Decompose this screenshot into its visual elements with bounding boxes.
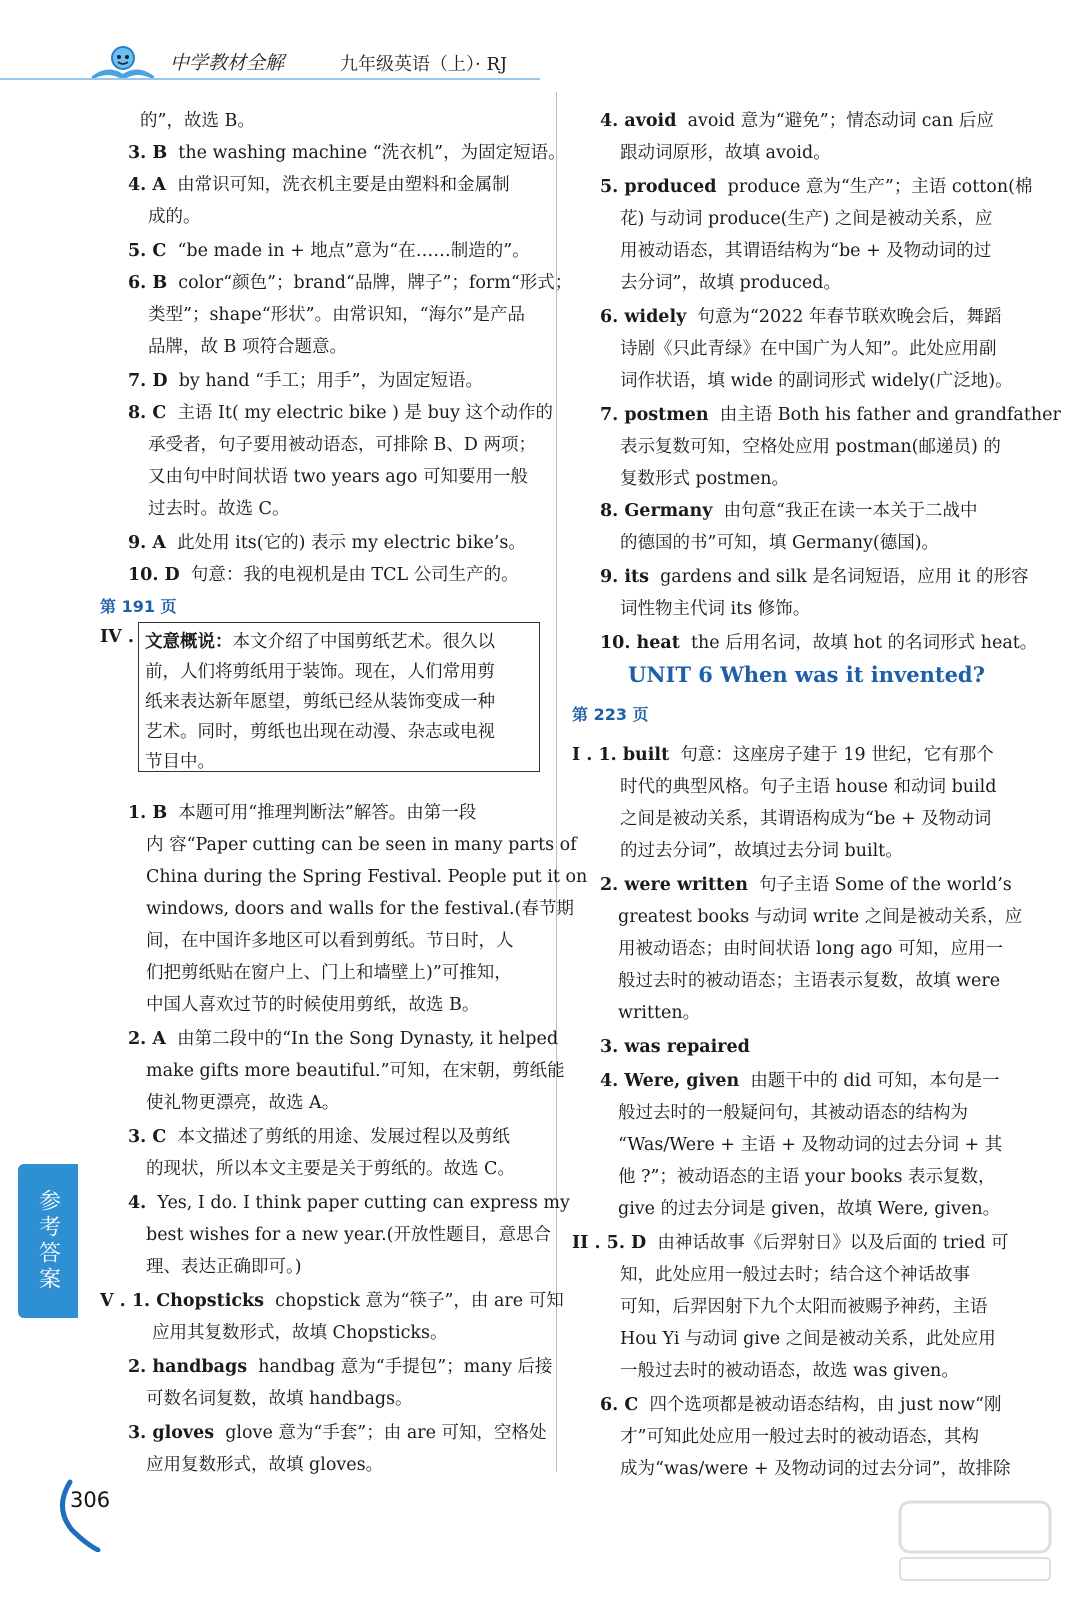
answer-line (600, 496, 978, 526)
answer-number: 7. postmen (600, 405, 709, 425)
answer-line (146, 1450, 383, 1480)
answer-line (600, 870, 1012, 900)
answer-line (146, 830, 577, 860)
answer-text: 般过去时的一般疑问句，其被动语态的结构为 (618, 1103, 968, 1123)
answer-text: greatest books 与动词 write 之间是被动关系，应 (618, 907, 1023, 927)
answer-number: 8. Germany (600, 501, 713, 521)
summary-line (145, 687, 495, 717)
answer-number: 6. B (128, 273, 168, 293)
answer-line (100, 1286, 564, 1316)
answer-line (620, 528, 939, 558)
answer-line (618, 998, 700, 1028)
answer-text: color“颜色”；brand“品牌，牌子”；form“形式； (178, 273, 573, 293)
answer-line (146, 990, 479, 1020)
answer-number: 6. widely (600, 307, 687, 327)
summary-line (145, 657, 495, 687)
answer-text: 的德国的书”可知，填 Germany(德国)。 (620, 533, 940, 553)
answer-line (620, 1356, 959, 1386)
summary-text: 纸来表达新年愿望，剪纸已经从装饰变成一种 (145, 692, 495, 712)
answer-line (620, 464, 789, 494)
answer-text: 们把剪纸贴在窗户上、门上和墙壁上)”可推知， (146, 963, 512, 983)
answer-line (600, 172, 1032, 202)
page-reference-223: 第 223 页 (572, 705, 649, 724)
answer-line (572, 1228, 1009, 1258)
answer-text: 的过去分词”，故填过去分词 built。 (620, 841, 903, 861)
summary-line (145, 717, 495, 747)
answer-text: the washing machine “洗衣机”，为固定短语。 (178, 143, 566, 163)
answer-line (620, 138, 831, 168)
answer-number: 4. (128, 1193, 147, 1213)
answer-line (148, 494, 289, 524)
answer-line (620, 1260, 970, 1290)
answer-text: 类型”；shape“形状”。由常识知，“海尔”是产品 (148, 305, 525, 325)
answer-text: 又由句中时间状语 two years ago 可知要用一般 (148, 467, 528, 487)
answer-text: 句意：这座房子建于 19 世纪，它有那个 (680, 745, 994, 765)
answer-line (620, 1292, 988, 1322)
answer-number: 9. A (128, 533, 166, 553)
page-header (0, 40, 560, 86)
answer-text: 由主语 Both his father and grandfather (719, 405, 1061, 425)
answer-number: 3. C (128, 1127, 167, 1147)
answer-text: Yes, I do. I think paper cutting can express my (157, 1193, 570, 1213)
answer-line (146, 1252, 302, 1282)
answer-key-tab: 参考答案 (18, 1164, 78, 1318)
answer-line (600, 106, 994, 136)
answer-text: 用被动语态；由时间状语 long ago 可知，应用一 (618, 939, 1003, 959)
answer-line (618, 1098, 968, 1128)
answer-text: 知，此处应用一般过去时；结合这个神话故事 (620, 1265, 970, 1285)
answer-text: 品牌，故 B 项符合题意。 (148, 337, 347, 357)
summary-label: 文意概说： (145, 632, 233, 652)
answer-line (148, 202, 201, 232)
answer-text: gardens and silk 是名词短语，应用 it 的形容 (660, 567, 1029, 587)
answer-line (128, 236, 530, 266)
answer-text: 本题可用“推理判断法”解答。由第一段 (178, 803, 477, 823)
answer-line (620, 334, 996, 364)
answer-line (620, 1324, 996, 1354)
answer-text: 时代的典型风格。句子主语 house 和动词 build (620, 777, 997, 797)
answer-line (146, 1384, 413, 1414)
answer-line (128, 1024, 558, 1054)
answer-text: 句意：我的电视机是由 TCL 公司生产的。 (190, 565, 519, 585)
answer-number: 6. C (600, 1395, 639, 1415)
answer-text: by hand “手工；用手”，为固定短语。 (178, 371, 483, 391)
answer-line (618, 902, 1022, 932)
answer-line (600, 1032, 761, 1062)
answer-line (620, 432, 1001, 462)
answer-number: 3. B (128, 143, 168, 163)
answer-line (146, 894, 574, 924)
answer-line (128, 560, 519, 590)
answer-text: avoid 意为“避免”；情态动词 can 后应 (687, 111, 994, 131)
answer-text: 主语 It( my electric bike ) 是 buy 这个动作的 (177, 403, 554, 423)
answer-line (618, 1194, 1000, 1224)
answer-line (146, 926, 514, 956)
summary-text: 节目中。 (145, 752, 215, 772)
answer-number: 4. Were, given (600, 1071, 740, 1091)
answer-text: 般过去时的被动语态；主语表示复数，故填 were (618, 971, 1001, 991)
answer-number: 1. B (128, 803, 168, 823)
answer-text: 应用其复数形式，故填 Chopsticks。 (152, 1323, 448, 1343)
answer-line (620, 204, 992, 234)
answer-text: 一般过去时的被动语态，故选 was given。 (620, 1361, 959, 1381)
answer-text: 他 ?”；被动语态的主语 your books 表示复数， (618, 1167, 996, 1187)
answer-line (146, 958, 512, 988)
answer-number: 5. produced (600, 177, 717, 197)
answer-line (128, 398, 553, 428)
answer-text: 间，在中国许多地区可以看到剪纸。节日时，人 (146, 931, 514, 951)
summary-text: 本文介绍了中国剪纸艺术。很久以 (232, 632, 495, 652)
book-title: 中学教材全解 (170, 52, 285, 74)
answer-text: 之间是被动关系，其谓语构成为“be + 及物动词 (620, 809, 992, 829)
answer-line (600, 302, 1001, 332)
answer-line (146, 862, 587, 892)
answer-number: 3. gloves (128, 1423, 215, 1443)
answer-line (146, 1056, 565, 1086)
answer-line (128, 1418, 547, 1448)
answer-text: 理、表达正确即可。) (146, 1257, 302, 1277)
answer-text: 的现状，所以本文主要是关于剪纸的。故选 C。 (146, 1159, 515, 1179)
answer-number: 5. C (128, 241, 167, 261)
answer-text: produce 意为“生产”；主语 cotton(棉 (727, 177, 1033, 197)
answer-line (148, 300, 525, 330)
answer-text: 词性物主代词 its 修饰。 (620, 599, 811, 619)
answer-text: 四个选项都是被动语态结构，由 just now“刚 (649, 1395, 1002, 1415)
answer-line (152, 1318, 447, 1348)
answer-text: China during the Spring Festival. People put it on (146, 867, 588, 887)
answer-number: 2. handbags (128, 1357, 248, 1377)
page-number: 306 (70, 1488, 111, 1512)
answer-line (128, 138, 566, 168)
answer-text: 跟动词原形，故填 avoid。 (620, 143, 831, 163)
answer-text: 句意为“2022 年春节联欢晚会后，舞蹈 (697, 307, 1002, 327)
answer-line (600, 562, 1029, 592)
answer-line (146, 1088, 339, 1118)
answer-number: 3. was repaired (600, 1037, 750, 1057)
answer-text: handbag 意为“手提包”；many 后接 (258, 1357, 553, 1377)
answer-text: 表示复数可知，空格处应用 postman(邮递员) 的 (620, 437, 1001, 457)
answer-line (128, 268, 572, 298)
answer-text: the 后用名词，故填 hot 的名词形式 heat。 (690, 633, 1038, 653)
answer-line (620, 1454, 1011, 1484)
answer-text: “Was/Were + 主语 + 及物动词的过去分词 + 其 (618, 1135, 1003, 1155)
column-divider (556, 92, 557, 1472)
answer-text: “be made in + 地点”意为“在……制造的”。 (177, 241, 530, 261)
answer-text: 由句意“我正在读一本关于二战中 (723, 501, 978, 521)
answer-line (146, 1220, 551, 1250)
answer-text: 由神话故事《后羿射日》以及后面的 tried 可 (657, 1233, 1009, 1253)
answer-text: 去分词”，故填 produced。 (620, 273, 841, 293)
answer-text: 词作状语，填 wide 的副词形式 widely(广泛地)。 (620, 371, 1013, 391)
answer-text: 才”可知此处应用一般过去时的被动语态，其构 (620, 1427, 979, 1447)
answer-text: chopstick 意为“筷子”，由 are 可知 (275, 1291, 564, 1311)
answer-line (600, 400, 1061, 430)
answer-line (620, 268, 841, 298)
answer-line (620, 236, 991, 266)
answer-text: 承受者，句子要用被动语态，可排除 B、D 两项； (148, 435, 537, 455)
mxqe-watermark-logo-icon (890, 1492, 1060, 1592)
answer-number: 7. D (128, 371, 168, 391)
answer-line (128, 366, 483, 396)
answer-text: 本文描述了剪纸的用途、发展过程以及剪纸 (177, 1127, 510, 1147)
answer-text: 句子主语 Some of the world’s (759, 875, 1012, 895)
answer-text: 使礼物更漂亮，故选 A。 (146, 1093, 340, 1113)
summary-box (138, 622, 540, 772)
answer-number: 2. A (128, 1029, 166, 1049)
answer-text: 成为“was/were + 及物动词的过去分词”，故排除 (620, 1459, 1011, 1479)
answer-line (600, 1390, 1002, 1420)
answer-line (148, 462, 528, 492)
answer-text: 内 容“Paper cutting can be seen in many parts of (146, 835, 577, 855)
answer-text: 过去时。故选 C。 (148, 499, 290, 519)
answer-text: 由题干中的 did 可知，本句是一 (750, 1071, 1000, 1091)
answer-text: written。 (618, 1003, 701, 1023)
answer-line (128, 1122, 510, 1152)
answer-line (618, 1162, 996, 1192)
answer-number: II . 5. D (572, 1233, 647, 1253)
answer-text: 的”，故选 B。 (140, 111, 255, 131)
answer-line (620, 804, 991, 834)
answer-number: I . 1. built (572, 745, 670, 765)
answer-number: 9. its (600, 567, 649, 587)
answer-text: windows, doors and walls for the festival.(春节期 (146, 899, 574, 919)
answer-text: best wishes for a new year.(开放性题目，意思合 (146, 1225, 551, 1245)
unit-title: UNIT 6 When was it invented? (628, 662, 985, 687)
answer-text: 花) 与动词 produce(生产) 之间是被动关系，应 (620, 209, 993, 229)
answer-text: 可知，后羿因射下九个太阳而被赐予神药，主语 (620, 1297, 988, 1317)
answer-text: 用被动语态，其谓语结构为“be + 及物动词的过 (620, 241, 992, 261)
answer-text: 应用复数形式，故填 gloves。 (146, 1455, 384, 1475)
answer-line (600, 628, 1037, 658)
answer-number: 4. A (128, 175, 166, 195)
answer-text: make gifts more beautiful.”可知，在宋朝，剪纸能 (146, 1061, 565, 1081)
summary-line (145, 627, 495, 657)
answer-number: 2. were written (600, 875, 748, 895)
answer-text: 可数名词复数，故填 handbags。 (146, 1389, 413, 1409)
answer-text: give 的过去分词是 given，故填 Were, given。 (618, 1199, 1001, 1219)
answer-text: 复数形式 postmen。 (620, 469, 790, 489)
answer-number: 4. avoid (600, 111, 677, 131)
answer-line (128, 798, 476, 828)
answer-text: 中国人喜欢过节的时候使用剪纸，故选 B。 (146, 995, 480, 1015)
answer-line (620, 836, 903, 866)
answer-line (146, 1154, 515, 1184)
answer-text: 成的。 (148, 207, 201, 227)
answer-line (128, 528, 526, 558)
answer-line (618, 966, 1000, 996)
answer-line (148, 430, 536, 460)
answer-line (572, 740, 994, 770)
section-label-iv: IV . (100, 627, 134, 647)
answer-number: 8. C (128, 403, 167, 423)
answer-text: Hou Yi 与动词 give 之间是被动关系，此处应用 (620, 1329, 996, 1349)
answer-line (140, 106, 255, 136)
answer-text: 此处用 its(它的) 表示 my electric bike’s。 (177, 533, 526, 553)
answer-number: 10. heat (600, 633, 680, 653)
answer-line (618, 934, 1003, 964)
page-reference-191: 第 191 页 (100, 597, 177, 616)
answer-text: 由第二段中的“In the Song Dynasty, it helped (177, 1029, 559, 1049)
answer-line (620, 366, 1013, 396)
answer-line (618, 1130, 1002, 1160)
answer-number: 10. D (128, 565, 180, 585)
answer-line (148, 332, 347, 362)
header-rule (0, 78, 540, 80)
answer-text: glove 意为“手套”；由 are 可知，空格处 (225, 1423, 547, 1443)
answer-text: 诗剧《只此青绿》在中国广为人知”。此处应用副 (620, 339, 997, 359)
answer-line (600, 1066, 999, 1096)
answer-number: V . 1. Chopsticks (100, 1291, 264, 1311)
answer-line (620, 594, 810, 624)
book-subtitle: 九年级英语（上）· RJ (340, 54, 508, 75)
answer-line (620, 1422, 979, 1452)
answer-line (128, 170, 510, 200)
answer-text: 由常识可知，洗衣机主要是由塑料和金属制 (177, 175, 510, 195)
summary-line (145, 747, 215, 777)
answer-line (620, 772, 996, 802)
summary-text: 前，人们将剪纸用于装饰。现在，人们常用剪 (145, 662, 495, 682)
answer-line (128, 1352, 552, 1382)
answer-line (128, 1188, 570, 1218)
summary-text: 艺术。同时，剪纸也出现在动漫、杂志或电视 (145, 722, 495, 742)
